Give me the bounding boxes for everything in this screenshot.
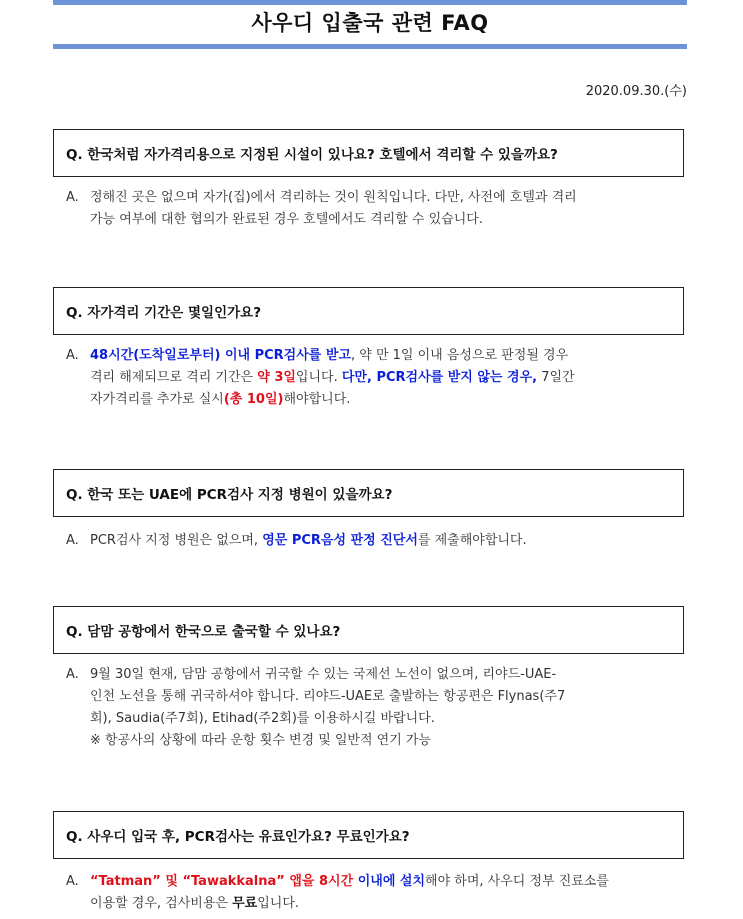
highlight-bold: 무료 xyxy=(232,896,258,911)
faq-answer-1 xyxy=(66,187,688,231)
faq-answer-2 xyxy=(66,345,688,411)
highlight-blue: 이내에 설치 xyxy=(353,874,426,889)
answer-text: , 약 만 1일 이내 음성으로 판정될 경우 xyxy=(351,348,569,363)
highlight-blue: 영문 PCR음성 판정 진단서 xyxy=(262,533,418,548)
answer-marker: A. xyxy=(66,667,79,682)
highlight-red: 약 3일 xyxy=(257,370,296,385)
highlight-red: “Tatman” 및 “Tawakkalna” 앱을 xyxy=(90,874,319,889)
answer-text: 자가격리를 추가로 실시 xyxy=(90,392,224,407)
title-bottom-rule xyxy=(53,44,687,49)
highlight-blue: 다만, PCR검사를 받지 않는 경우, xyxy=(341,370,538,385)
answer-marker: A. xyxy=(66,190,79,205)
faq-question-1 xyxy=(53,129,684,177)
faq-answer-3 xyxy=(66,530,688,552)
faq-question-3 xyxy=(53,469,684,517)
answer-text: 입니다. xyxy=(257,896,300,911)
answer-text: 이용할 경우, 검사비용은 xyxy=(90,896,233,911)
answer-text: PCR검사 지정 병원은 없으며, xyxy=(90,533,263,548)
title-top-rule xyxy=(53,0,687,5)
highlight-red: (총 10일) xyxy=(223,392,284,407)
answer-text: 해야합니다. xyxy=(283,392,351,407)
answer-text: 7일간 xyxy=(537,370,575,385)
question-text: Q. 자가격리 기간은 몇일인가요? xyxy=(66,305,262,321)
answer-text: 를 제출해야합니다. xyxy=(417,533,527,548)
question-text: Q. 한국처럼 자가격리용으로 지정된 시설이 있나요? 호텔에서 격리할 수 있을까요? xyxy=(66,147,558,163)
answer-text: 입니다. xyxy=(295,370,342,385)
faq-answer-5 xyxy=(66,871,688,915)
answer-line: 9월 30일 현재, 담맘 공항에서 귀국할 수 있는 국제선 노선이 없으며, 리야드-UAE- xyxy=(90,667,557,682)
highlight-red: 8시간 xyxy=(319,874,354,889)
answer-line: 인천 노선을 통해 귀국하셔야 합니다. 리야드-UAE로 출발하는 항공편은 Flynas(주7 xyxy=(90,689,566,704)
answer-note: ※ 항공사의 상황에 따라 운항 횟수 변경 및 일반적 연기 가능 xyxy=(90,733,432,748)
faq-question-4 xyxy=(53,606,684,654)
answer-marker: A. xyxy=(66,348,79,363)
highlight-blue: 48시간(도착일로부터) 이내 PCR검사를 받고 xyxy=(90,348,352,363)
question-text: Q. 한국 또는 UAE에 PCR검사 지정 병원이 있을까요? xyxy=(66,487,393,503)
question-text: Q. 사우디 입국 후, PCR검사는 유료인가요? 무료인가요? xyxy=(66,829,410,845)
answer-text: 격리 해제되므로 격리 기간은 xyxy=(90,370,258,385)
faq-answer-4 xyxy=(66,664,688,752)
answer-line: 가능 여부에 대한 협의가 완료된 경우 호텔에서도 격리할 수 있습니다. xyxy=(90,212,483,227)
answer-line: 정해진 곳은 없으며 자가(집)에서 격리하는 것이 원칙입니다. 다만, 사전에 호텔과 격리 xyxy=(90,190,577,205)
answer-text: 해야 하며, 사우디 정부 진료소를 xyxy=(425,874,609,889)
faq-question-5 xyxy=(53,811,684,859)
page-title: 사우디 입출국 관련 FAQ xyxy=(251,11,489,35)
answer-marker: A. xyxy=(66,874,79,889)
answer-line: 회), Saudia(주7회), Etihad(주2회)를 이용하시길 바랍니다. xyxy=(90,711,435,726)
document-date: 2020.09.30.(수) xyxy=(585,84,687,99)
question-text: Q. 담맘 공항에서 한국으로 출국할 수 있나요? xyxy=(66,624,341,640)
answer-marker: A. xyxy=(66,533,79,548)
faq-question-2 xyxy=(53,287,684,335)
